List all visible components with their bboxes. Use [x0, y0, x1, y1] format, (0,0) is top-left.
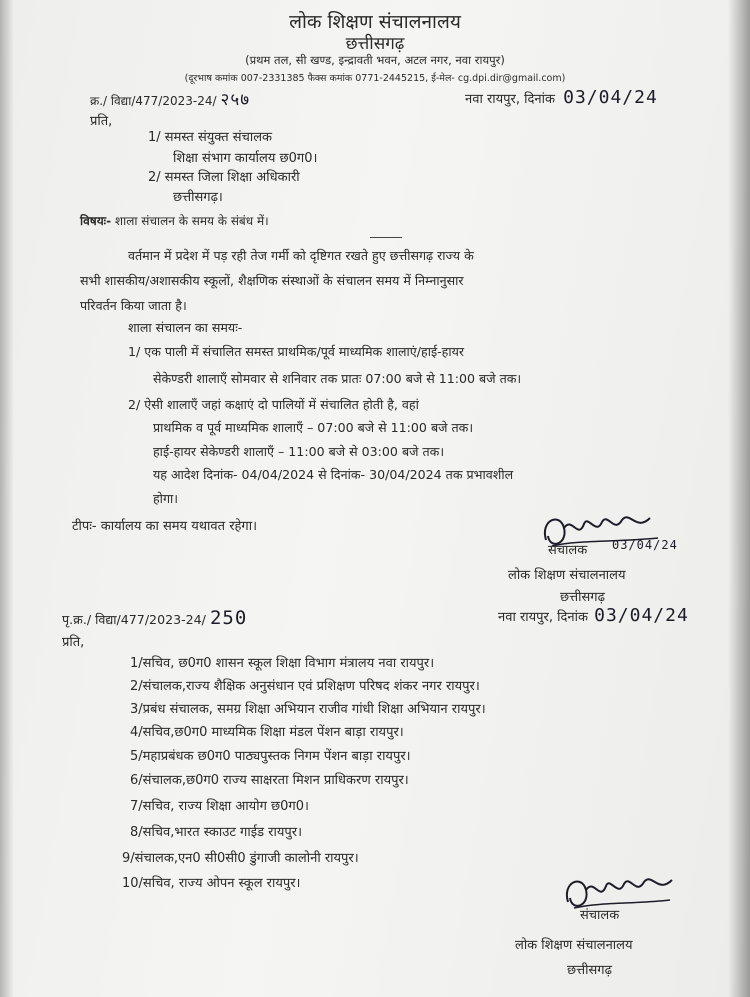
state-name: छत्तीसगढ़ [345, 34, 405, 54]
letter2-recipient-7: 7/सचिव, राज्य शिक्षा आयोग छ0ग0। [130, 799, 309, 814]
office-address: (प्रथम तल, सी खण्ड, इन्द्रावती भवन, अटल नगर, नवा रायपुर) [245, 53, 505, 67]
letter2-recipient-8: 8/सचिव,भारत स्काउट गाईड रायपुर। [130, 825, 303, 840]
body-line-1: वर्तमान में प्रदेश में पड़ रही तेज गर्मी को दृष्टिगत रखते हुए छत्तीसगढ़ राज्य के [128, 248, 474, 263]
office-timing-note: टीपः- कार्यालय का समय यथावत रहेगा। [72, 519, 258, 534]
signatory-office-2: लोक शिक्षण संचालनालय [515, 938, 633, 953]
letter1-place-date-label: नवा रायपुर, दिनांक [465, 92, 555, 107]
page-edge-shadow-right [728, 0, 750, 997]
letter2-recipient-9: 9/संचालक,एन0 सी0सी0 डुंगाजी कालोनी रायपुर। [122, 851, 359, 866]
point2-line1: 2/ ऐसी शालाएँ जहां कक्षाएं दो पालियों में संचालित होती है, वहां [128, 397, 419, 412]
letter2-recipient-2: 2/संचालक,राज्य शैक्षिक अनुसंधान एवं प्रशिक्षण परिषद शंकर नगर रायपुर। [130, 679, 480, 694]
signatory-office-1: लोक शिक्षण संचालनालय [508, 568, 626, 583]
letter1-recipient-1-line1: 1/ समस्त संयुक्त संचालक [148, 130, 272, 145]
body-line-2: सभी शासकीय/अशासकीय स्कूलों, शैक्षणिक संस्थाओं के संचालन समय में निम्नानुसार [80, 273, 464, 288]
timing-heading: शाला संचालन का समयः- [128, 320, 243, 335]
letter1-ref-number: २५७ [220, 90, 251, 110]
signatory-state-2: छत्तीसगढ़ [567, 963, 612, 978]
point1-line2: सेकेण्डरी शालाएँ सोमवार से शनिवार तक प्रातः 07:00 बजे से 11:00 बजे तक। [153, 371, 522, 386]
letter2-ref-prefix: पृ.क्र./ विद्या/477/2023-24/ [62, 612, 206, 627]
point1-line1: 1/ एक पाली में संचालित समस्त प्राथमिक/पूर्व माध्यमिक शालाएं/हाई-हायर [128, 344, 465, 359]
validity-line2: होगा। [153, 491, 179, 506]
letter2-place-date [498, 605, 689, 626]
point2-line3: हाई-हायर सेकेण्डरी शालाएँ – 11:00 बजे से 03:00 बजे तक। [153, 444, 445, 459]
point2-line2: प्राथमिक व पूर्व माध्यमिक शालाएँ – 07:00 बजे से 11:00 बजे तक। [153, 420, 474, 435]
letter2-recipient-10: 10/सचिव, राज्य ओपन स्कूल रायपुर। [122, 876, 301, 891]
subject-label: विषयः- [80, 214, 112, 228]
letter2-prati: प्रति, [62, 635, 85, 650]
signatory-state-1: छत्तीसगढ़ [560, 590, 605, 605]
letter1-prati: प्रति, [90, 114, 113, 129]
letter2-recipient-5: 5/महाप्रबंधक छ0ग0 पाठ्यपुस्तक निगम पेंशन बाड़ा रायपुर। [130, 749, 411, 764]
letter1-ref [90, 87, 250, 110]
letter2-recipient-4: 4/सचिव,छ0ग0 माध्यमिक शिक्षा मंडल पेंशन बाड़ा रायपुर। [130, 725, 404, 740]
body-line-3: परिवर्तन किया जाता है। [80, 298, 187, 313]
signature-date-1: 03/04/24 [612, 538, 678, 552]
letter1-recipient-2-line1: 2/ समस्त जिला शिक्षा अधिकारी [148, 170, 300, 185]
letter1-ref-prefix: क्र./ विद्या/477/2023-24/ [90, 94, 217, 108]
page-edge-shadow-left [0, 0, 14, 997]
letter2-place-date-label: नवा रायपुर, दिनांक [498, 610, 588, 625]
signatory-title-1: संचालक [548, 543, 588, 558]
letter1-date: 03/04/24 [563, 87, 658, 108]
letter1-recipient-1-line2: शिक्षा संभाग कार्यालय छ0ग0। [173, 151, 318, 166]
validity-line1: यह आदेश दिनांक- 04/04/2024 से दिनांक- 30/04/2024 तक प्रभावशील [153, 467, 514, 482]
signatory-title-2: संचालक [580, 908, 620, 923]
letter1-subject [80, 212, 269, 229]
letter2-recipient-6: 6/संचालक,छ0ग0 राज्य साक्षरता मिशन प्राधिकरण रायपुर। [130, 773, 409, 788]
letter2-date: 03/04/24 [594, 605, 689, 626]
subject-text: शाला संचालन के समय के संबंध में। [114, 214, 269, 228]
office-contact: (दूरभाष कमांक 007-2331385 फैक्स कमांक 0771-2445215, ई-मेल- cg.dpi.dir@gmail.com) [184, 73, 566, 84]
letter2-recipient-3: 3/प्रबंध संचालक, समग्र शिक्षा अभियान राजीव गांधी शिक्षा अभियान रायपुर। [130, 702, 486, 717]
letter2-ref [62, 607, 247, 629]
office-name: लोक शिक्षण संचालनालय [289, 11, 461, 33]
letter1-recipient-2-line2: छत्तीसगढ़। [173, 190, 223, 205]
letter2-recipient-1: 1/सचिव, छ0ग0 शासन स्कूल शिक्षा विभाग मंत्रालय नवा रायपुर। [130, 656, 435, 671]
letter2-ref-number: 250 [209, 607, 248, 629]
subject-underline [370, 237, 402, 238]
letter1-place-date [465, 87, 658, 108]
